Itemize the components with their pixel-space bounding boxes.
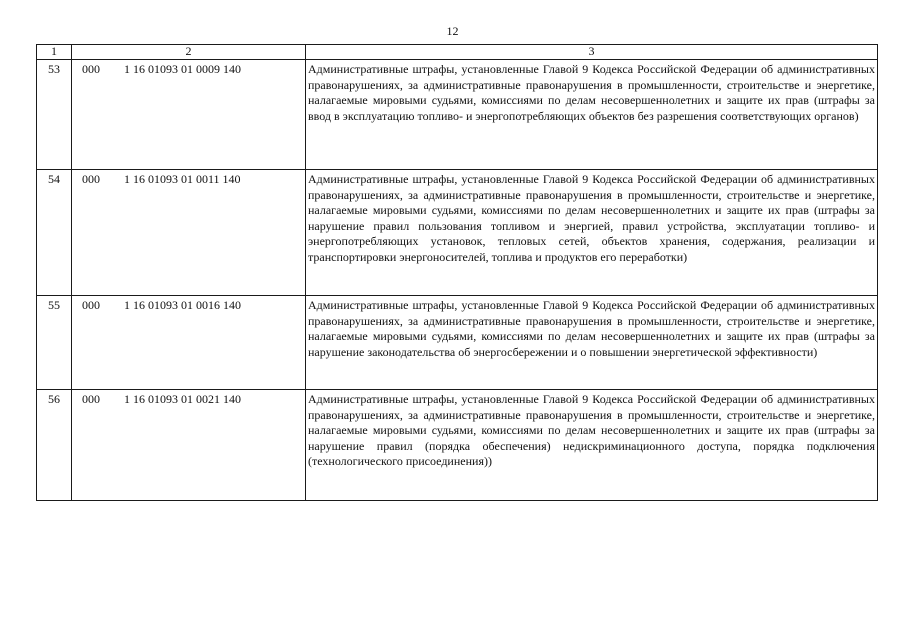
code-cell <box>72 60 306 170</box>
table-row <box>37 60 878 170</box>
table-body <box>37 60 878 501</box>
table-header <box>37 45 878 60</box>
row-number: 55 <box>37 296 72 390</box>
row-number: 54 <box>37 170 72 296</box>
code-cell <box>72 170 306 296</box>
row-number: 53 <box>37 60 72 170</box>
page-number: 12 <box>446 24 459 38</box>
row-description: Административные штрафы, установленные Главой 9 Кодекса Российской Федерации об административных правонарушениях, за административные правонарушения в промышленности, строительстве и энергетике, налагаемые мировыми судьями, комиссиями по делам несовершеннолетних и защите их прав (штрафы за ввод в эксплуатацию топливо- и энергопотребляющих объектов без разрешения соответствующих органов) <box>306 60 878 170</box>
kbk-code: 1 16 01093 01 0011 140 <box>124 172 241 186</box>
table-row <box>37 296 878 390</box>
code-cell <box>72 296 306 390</box>
header-col-3: 3 <box>306 45 878 60</box>
kbk-code: 1 16 01093 01 0009 140 <box>124 62 241 76</box>
table-row <box>37 170 878 296</box>
row-number: 56 <box>37 390 72 501</box>
admin-code: 000 <box>82 298 100 312</box>
table-row <box>37 390 878 501</box>
admin-code: 000 <box>82 172 100 186</box>
header-row <box>37 45 878 60</box>
code-cell <box>72 390 306 501</box>
row-description: Административные штрафы, установленные Главой 9 Кодекса Российской Федерации об административных правонарушениях, за административные правонарушения в промышленности, строительстве и энергетике, налагаемые мировыми судьями, комиссиями по делам несовершеннолетних и защите их прав (штрафы за нарушение правил пользования топливом и энергией, правил устройства, эксплуатации топливо- и энергопотребляющих установок, тепловых сетей, объектов хранения, содержания, реализации и транспортировки энергоносителей, топлива и продуктов его переработки) <box>306 170 878 296</box>
header-col-2: 2 <box>72 45 306 60</box>
row-description: Административные штрафы, установленные Главой 9 Кодекса Российской Федерации об административных правонарушениях, за административные правонарушения в промышленности, строительстве и энергетике, налагаемые мировыми судьями, комиссиями по делам несовершеннолетних и защите их прав (штрафы за нарушение правил (порядка обеспечения) недискриминационного доступа, порядка подключения (технологического присоединения)) <box>306 390 878 501</box>
kbk-code: 1 16 01093 01 0021 140 <box>124 392 241 406</box>
admin-code: 000 <box>82 392 100 406</box>
header-col-1: 1 <box>37 45 72 60</box>
row-description: Административные штрафы, установленные Главой 9 Кодекса Российской Федерации об административных правонарушениях, за административные правонарушения в промышленности, строительстве и энергетике, налагаемые мировыми судьями, комиссиями по делам несовершеннолетних и защите их прав (штрафы за нарушение законодательства об энергосбережении и о повышении энергетической эффективности) <box>306 296 878 390</box>
admin-code: 000 <box>82 62 100 76</box>
fines-table <box>36 44 878 501</box>
kbk-code: 1 16 01093 01 0016 140 <box>124 298 241 312</box>
